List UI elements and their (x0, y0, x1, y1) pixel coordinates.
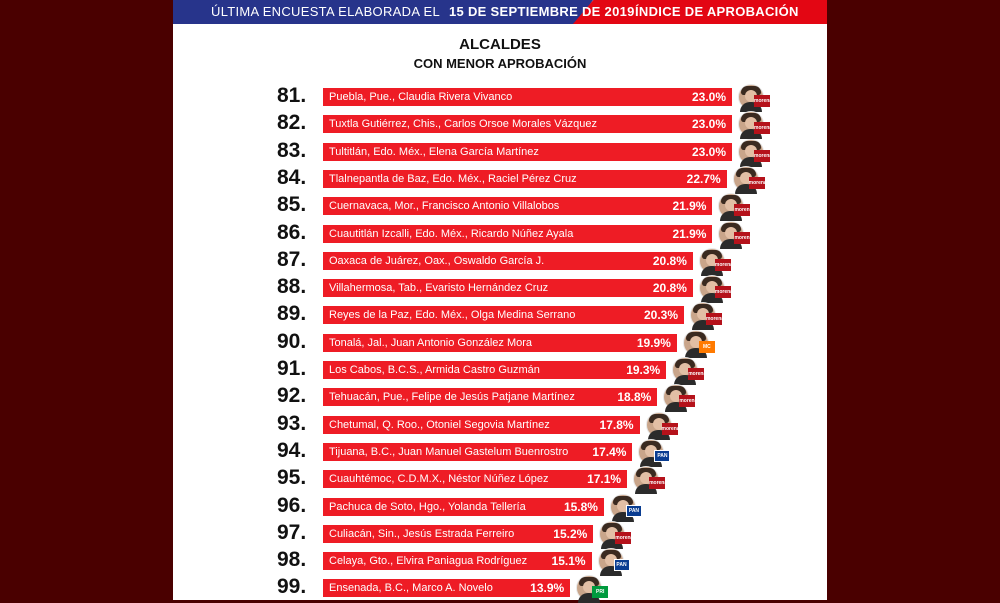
chart-row (173, 166, 827, 193)
chart-row (173, 412, 827, 439)
bar-value-label: 19.9% (636, 335, 671, 350)
rank-label: 92. (277, 384, 307, 408)
infographic-panel (173, 0, 827, 600)
chart-row (173, 302, 827, 329)
movimiento-ciudadano-logo-icon: MC (699, 341, 715, 353)
bar-value-label: 20.8% (652, 281, 687, 296)
rank-label: 99. (277, 575, 307, 599)
morena-logo-icon: morena (754, 122, 770, 134)
bar-value-label: 15.8% (563, 499, 598, 514)
bar-label: Tuxtla Gutiérrez, Chis., Carlos Orsoe Morales Vázquez (329, 118, 597, 131)
rank-label: 83. (277, 138, 307, 162)
bar-value-label: 23.0% (692, 144, 727, 159)
morena-logo-icon: morena (715, 286, 731, 298)
bar-value-label: 19.3% (626, 363, 661, 377)
pan-logo-icon: PAN (654, 450, 670, 462)
morena-logo-icon: morena (706, 313, 722, 325)
chart-row (173, 84, 827, 111)
bar-value-label: 20.3% (643, 308, 679, 323)
chart-row (173, 275, 827, 302)
chart-row (173, 221, 827, 248)
bar-label: Puebla, Pue., Claudia Rivera Vivanco (329, 91, 513, 103)
rank-label: 87. (277, 247, 307, 271)
chart-row (173, 111, 827, 138)
bar-value-label: 17.1% (587, 472, 622, 487)
bar-value-label: 13.9% (530, 581, 565, 596)
bar-label: Celaya, Gto., Elvira Paniagua Rodríguez (329, 555, 528, 568)
chart-row (173, 494, 827, 521)
bar-value-label: 15.2% (553, 526, 588, 541)
chart-row (173, 330, 827, 357)
bar-label: Tijuana, B.C., Juan Manuel Gastelum Buenrostro (329, 445, 569, 458)
bar-label: Villahermosa, Tab., Evaristo Hernández Cruz (329, 282, 549, 295)
bar-label: Reyes de la Paz, Edo. Méx., Olga Medina Serrano (329, 309, 576, 322)
bar-label: Tonalá, Jal., Juan Antonio González Mora (329, 336, 533, 349)
chart-row (173, 139, 827, 166)
morena-logo-icon: morena (688, 368, 704, 380)
bar-label: Cuauhtémoc, C.D.M.X., Néstor Núñez López (329, 473, 549, 486)
bar-value-label: 23.0% (692, 90, 727, 104)
morena-logo-icon: morena (649, 477, 665, 489)
chart-row (173, 466, 827, 493)
rank-label: 81. (277, 84, 307, 107)
bar-value-label: 17.8% (599, 417, 634, 432)
morena-logo-icon: morena (754, 150, 770, 162)
chart-row (173, 357, 827, 384)
chart-row (173, 384, 827, 411)
banner-date: 15 DE SEPTIEMBRE DE 2019 (449, 4, 635, 19)
bar-value-label: 23.0% (692, 117, 727, 132)
chart-row (173, 193, 827, 220)
rank-label: 98. (277, 548, 307, 572)
bar-value-label: 21.9% (672, 199, 707, 214)
pri-logo-icon: PRI (592, 586, 608, 598)
rank-label: 93. (277, 411, 307, 435)
rank-label: 88. (277, 275, 307, 299)
bar-value-label: 22.7% (686, 171, 721, 186)
rank-label: 89. (277, 302, 307, 326)
chart-row (173, 248, 827, 275)
bar-label: Los Cabos, B.C.S., Armida Castro Guzmán (329, 364, 540, 376)
morena-logo-icon: morena (662, 423, 678, 435)
bar-value-label: 21.9% (672, 226, 707, 241)
banner-approval-index: ÍNDICE DE APROBACIÓN (635, 4, 799, 19)
rank-label: 90. (277, 329, 307, 353)
morena-logo-icon: morena (615, 532, 631, 544)
rank-label: 94. (277, 438, 307, 462)
bar-label: Chetumal, Q. Roo., Otoniel Segovia Martínez (329, 418, 550, 431)
bar-value-label: 20.8% (652, 253, 687, 268)
chart-subtitle: CON MENOR APROBACIÓN (413, 56, 587, 71)
pan-logo-icon: PAN (626, 505, 642, 517)
bar-value-label: 17.4% (592, 444, 627, 459)
morena-logo-icon: morena (679, 395, 695, 407)
morena-logo-icon: morena (754, 95, 770, 107)
morena-logo-icon: morena (734, 232, 750, 244)
chart-row (173, 575, 827, 602)
chart-row (173, 439, 827, 466)
approval-bar-chart (173, 0, 827, 600)
bar-label: Ensenada, B.C., Marco A. Novelo (329, 582, 493, 595)
bar-label: Tehuacán, Pue., Felipe de Jesús Patjane Martínez (329, 391, 575, 404)
bar-label: Cuernavaca, Mor., Francisco Antonio Villalobos (329, 200, 560, 213)
pan-logo-icon: PAN (614, 559, 630, 571)
rank-label: 91. (277, 357, 307, 380)
bar-label: Tultitlán, Edo. Méx., Elena García Martínez (329, 145, 539, 158)
bar-label: Pachuca de Soto, Hgo., Yolanda Tellería (329, 500, 526, 513)
chart-row (173, 548, 827, 575)
bar-label: Culiacán, Sin., Jesús Estrada Ferreiro (329, 527, 515, 540)
morena-logo-icon: morena (715, 259, 731, 271)
bar-label: Tlalnepantla de Baz, Edo. Méx., Raciel Pérez Cruz (329, 172, 577, 185)
bar-label: Oaxaca de Juárez, Oax., Oswaldo García J. (329, 254, 545, 267)
bar-value-label: 18.8% (617, 390, 652, 405)
rank-label: 82. (277, 111, 307, 135)
banner-survey-text: ÚLTIMA ENCUESTA ELABORADA EL (211, 4, 440, 19)
morena-logo-icon: morena (749, 177, 765, 189)
rank-label: 86. (277, 220, 307, 244)
rank-label: 84. (277, 165, 307, 189)
rank-label: 95. (277, 466, 307, 490)
rank-label: 85. (277, 193, 307, 217)
chart-row (173, 521, 827, 548)
bar-label: Cuautitlán Izcalli, Edo. Méx., Ricardo Núñez Ayala (329, 227, 574, 240)
morena-logo-icon: morena (734, 204, 750, 216)
bar-value-label: 15.1% (551, 554, 586, 569)
chart-title: ALCALDES (459, 36, 541, 53)
rank-label: 96. (277, 493, 307, 517)
rank-label: 97. (277, 520, 307, 544)
